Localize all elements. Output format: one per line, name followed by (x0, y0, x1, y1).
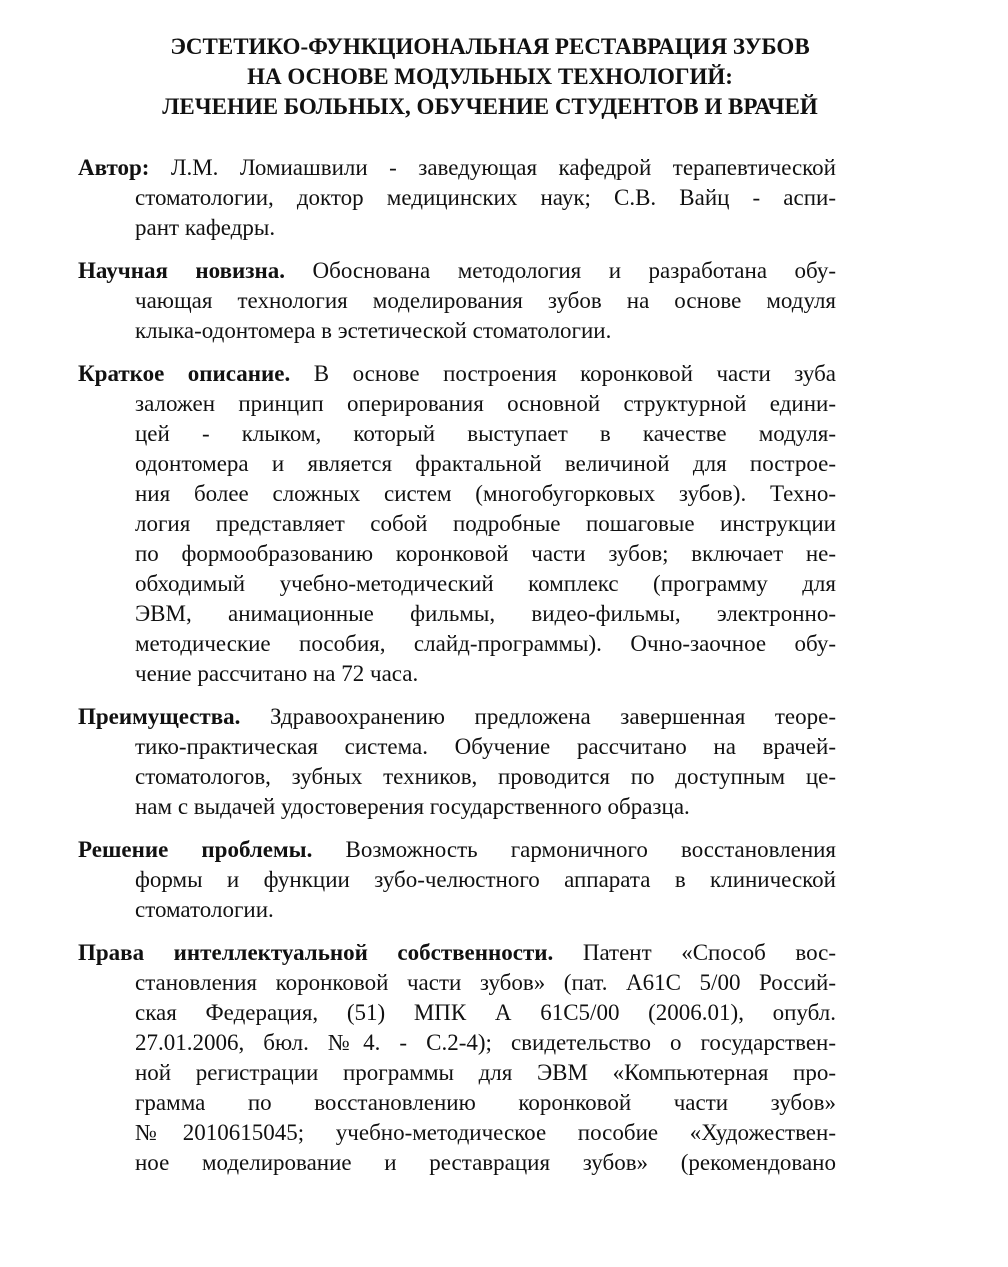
section-line: чение рассчитано на 72 часа. (135, 661, 419, 686)
section-line: ния более сложных систем (многобугорковых зубов). Техно- (135, 481, 836, 506)
section-line: становления коронковой части зубов» (пат. А61С 5/00 Россий- (135, 970, 836, 995)
section-line: стоматологов, зубных техников, проводится по доступным це- (135, 764, 836, 789)
section-problem-solution (78, 835, 836, 925)
section-description (78, 359, 836, 689)
section-first-line (78, 835, 836, 865)
section-line: ЭВМ, анимационные фильмы, видео-фильмы, электронно- (135, 601, 836, 626)
section-line: стоматологии. (135, 897, 274, 922)
section-first-line (78, 359, 836, 389)
document-title (60, 32, 920, 122)
section-line: по формообразованию коронковой части зубов; включает не- (135, 541, 836, 566)
section-line: ной регистрации программы для ЭВМ «Компьютерная про- (135, 1060, 836, 1085)
section-text: В основе построения коронковой части зуба (313, 361, 836, 386)
title-line: НА ОСНОВЕ МОДУЛЬНЫХ ТЕХНОЛОГИЙ: (247, 64, 733, 89)
section-label: Автор: (78, 155, 150, 180)
section-line: методические пособия, слайд-программы). Очно-заочное обу- (135, 631, 836, 656)
section-text: Обоснована методология и разработана обу- (312, 258, 837, 283)
section-first-line (78, 256, 836, 286)
title-line: ЭСТЕТИКО-ФУНКЦИОНАЛЬНАЯ РЕСТАВРАЦИЯ ЗУБОВ (170, 34, 810, 59)
section-line: нам с выдачей удостоверения государственного образца. (135, 794, 690, 819)
title-line: ЛЕЧЕНИЕ БОЛЬНЫХ, ОБУЧЕНИЕ СТУДЕНТОВ И ВРАЧЕЙ (162, 94, 818, 119)
section-line: ская Федерация, (51) МПК А 61С5/00 (2006.01), опубл. (135, 1000, 836, 1025)
section-line: чающая технология моделирования зубов на основе модуля (135, 288, 836, 313)
section-line: №2010615045; учебно-методическое пособие «Художествен- (135, 1120, 836, 1145)
section-line: логия представляет собой подробные пошаговые инструкции (135, 511, 836, 536)
document-body (78, 153, 836, 1191)
section-first-line (78, 702, 836, 732)
section-line: клыка-одонтомера в эстетической стоматологии. (135, 318, 612, 343)
section-line: стоматологии, доктор медицинских наук; С.В. Вайц - аспи- (135, 185, 836, 210)
section-text: Л.М. Ломиашвили - заведующая кафедрой терапевтической (170, 155, 836, 180)
section-label: Краткое описание. (78, 361, 291, 386)
section-intellectual-property (78, 938, 836, 1178)
section-first-line (78, 938, 836, 968)
section-line: заложен принцип оперирования основной структурной едини- (135, 391, 836, 416)
section-label: Права интеллектуальной собственности. (78, 940, 554, 965)
section-text: Патент «Способ вос- (582, 940, 837, 965)
section-line: формы и функции зубо-челюстного аппарата в клинической (135, 867, 836, 892)
section-line: одонтомера и является фрактальной величиной для построе- (135, 451, 836, 476)
section-line: 27.01.2006, бюл. №4. - С.2-4); свидетельство о государствен- (135, 1030, 836, 1055)
section-line: тико-практическая система. Обучение рассчитано на врачей- (135, 734, 836, 759)
section-label: Решение проблемы. (78, 837, 313, 862)
section-text: Возможность гармоничного восстановления (345, 837, 837, 862)
section-line: ное моделирование и реставрация зубов» (рекомендовано (135, 1150, 836, 1175)
section-line: обходимый учебно-методический комплекс (программу для (135, 571, 836, 596)
section-line: цей - клыком, который выступает в качестве модуля- (135, 421, 836, 446)
section-line: рант кафедры. (135, 215, 276, 240)
section-author (78, 153, 836, 243)
section-label: Научная новизна. (78, 258, 285, 283)
section-label: Преимущества. (78, 704, 241, 729)
section-advantages (78, 702, 836, 822)
section-first-line (78, 153, 836, 183)
section-line: грамма по восстановлению коронковой части зубов» (135, 1090, 836, 1115)
section-text: Здравоохранению предложена завершенная теоре- (269, 704, 836, 729)
section-novelty (78, 256, 836, 346)
